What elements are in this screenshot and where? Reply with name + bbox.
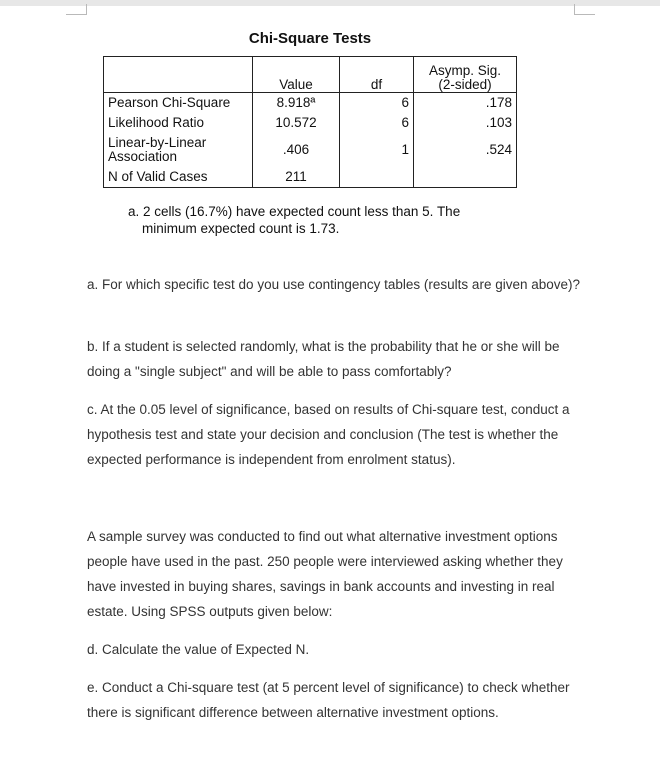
row-value: 211 <box>253 167 340 188</box>
row-label-line1: Linear-by-Linear <box>108 135 207 150</box>
row-sig-empty <box>414 167 517 188</box>
chi-square-table-title: Chi-Square Tests <box>248 30 372 47</box>
row-label: N of Valid Cases <box>104 167 253 188</box>
header-sig-line1: Asymp. Sig. <box>428 63 502 78</box>
row-value: 8.918ª <box>253 93 340 114</box>
top-ruler-bar <box>0 0 660 6</box>
row-value: 10.572 <box>253 113 340 133</box>
row-label: Pearson Chi-Square <box>104 93 253 114</box>
header-df: df <box>340 57 414 93</box>
page-corner-marker-left <box>66 4 87 15</box>
question-b: b. If a student is selected randomly, what is the probability that he or she will be doing a "single subject" and will be able to pass comfortably? <box>87 339 560 379</box>
table-row <box>104 167 517 188</box>
row-value: .406 <box>253 133 340 167</box>
question-d: d. Calculate the value of Expected N. <box>87 642 310 657</box>
row-df: 6 <box>340 113 414 133</box>
header-empty-cell <box>104 57 253 93</box>
header-value: Value <box>253 57 340 93</box>
row-sig: .103 <box>414 113 517 133</box>
header-asymp-sig <box>414 57 517 93</box>
table-row <box>104 133 517 167</box>
question-c: c. At the 0.05 level of significance, based on results of Chi-square test, conduct a hypothesis test and state your decision and conclusion (The test is whether the expected performance is independent from enrolment status). <box>87 402 570 467</box>
footnote-line1: a. 2 cells (16.7%) have expected count less than 5. The <box>128 204 461 219</box>
row-label <box>104 133 253 167</box>
row-df-empty <box>340 167 414 188</box>
footnote-line2: minimum expected count is 1.73. <box>142 221 340 236</box>
row-sig: .178 <box>414 93 517 114</box>
header-sig-line2: (2-sided) <box>438 77 492 92</box>
question-a: a. For which specific test do you use contingency tables (results are given above)? <box>87 277 581 292</box>
row-sig: .524 <box>414 133 517 167</box>
table-row <box>104 113 517 133</box>
table-header-row <box>104 57 517 93</box>
chi-square-tests-table <box>103 56 517 188</box>
row-label-line2: Association <box>108 149 178 164</box>
row-df: 6 <box>340 93 414 114</box>
table-row <box>104 93 517 114</box>
question-e: e. Conduct a Chi-square test (at 5 percent level of significance) to check whether there is significant difference between alternative investment options. <box>87 680 570 720</box>
row-label: Likelihood Ratio <box>104 113 253 133</box>
row-df: 1 <box>340 133 414 167</box>
page-corner-marker-right <box>574 4 595 15</box>
survey-paragraph: A sample survey was conducted to find out what alternative investment options people have used in the past. 250 people were interviewed asking whether they have invested in buying shares, savings in bank accounts and investing in real estate. Using SPSS outputs given below: <box>87 529 563 619</box>
table-footnote <box>128 203 508 237</box>
